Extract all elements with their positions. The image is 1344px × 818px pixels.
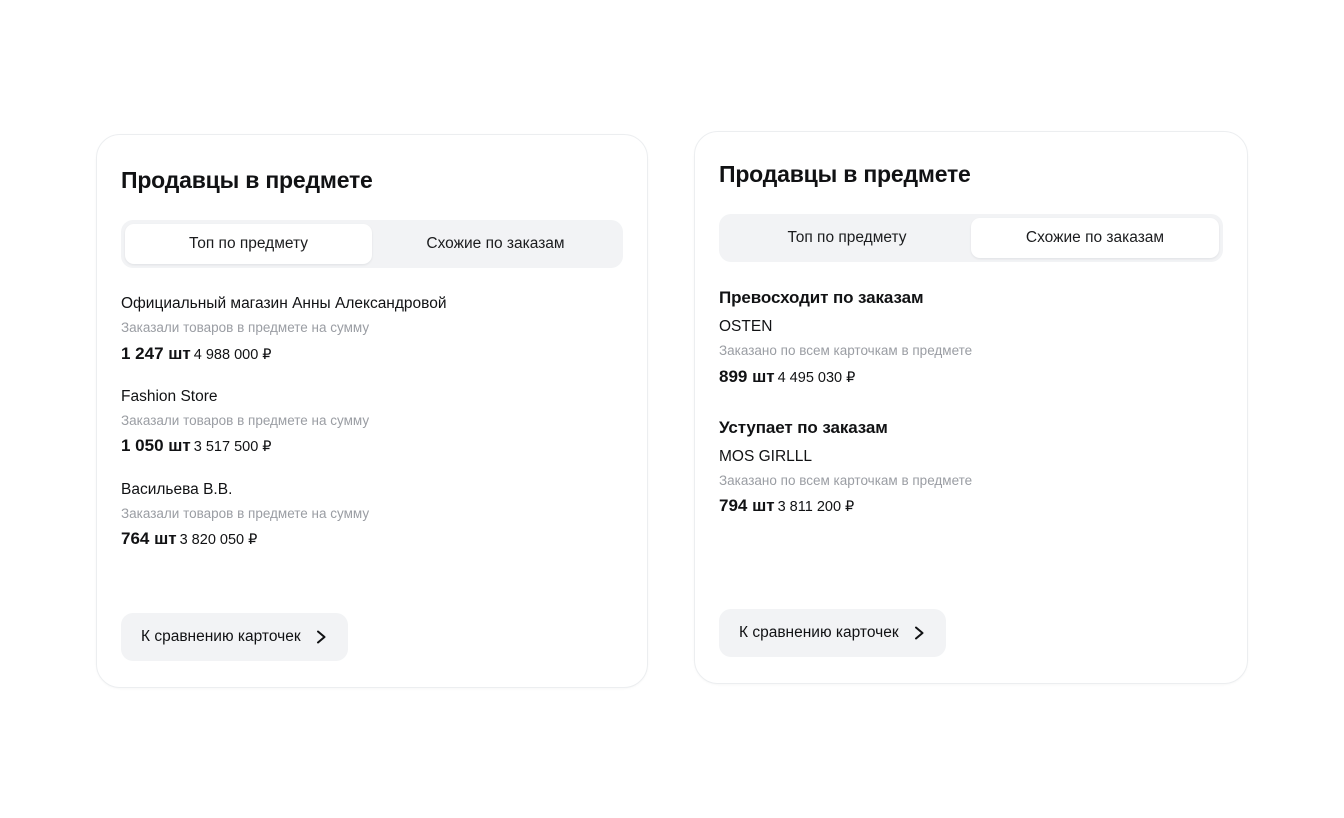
compare-cards-button[interactable] [121, 613, 348, 661]
seller-name: Fashion Store [121, 387, 218, 405]
seller-name: Официальный магазин Анны Александровой [121, 295, 447, 312]
list-item[interactable] [121, 387, 623, 458]
seller-sum: 3 517 500 ₽ [193, 439, 272, 456]
seller-metrics [121, 528, 623, 550]
tabs-top [121, 220, 623, 268]
compare-cards-button[interactable] [719, 609, 946, 657]
seller-name: OSTEN [719, 318, 773, 335]
sellers-card-similar [694, 131, 1248, 684]
page-title: Продавцы в предмете [719, 161, 971, 187]
seller-quantity: 794 шт [719, 496, 775, 516]
seller-sum: 4 988 000 ₽ [193, 346, 272, 363]
page-title: Продавцы в предмете [121, 167, 373, 193]
seller-list [121, 294, 623, 550]
tab-top-by-subject[interactable]: Топ по предмету [125, 224, 372, 264]
compare-cards-label: К сравнению карточек [141, 628, 301, 645]
chevron-right-icon [913, 625, 926, 641]
group-outperforms [719, 288, 1223, 388]
tab-top-by-subject[interactable]: Топ по предмету [787, 229, 907, 246]
seller-quantity: 899 шт [719, 366, 775, 386]
tab-similar-by-orders[interactable]: Схожие по заказам [971, 218, 1219, 258]
tabs-similar [719, 214, 1223, 262]
seller-metrics [121, 343, 623, 365]
seller-sum: 4 495 030 ₽ [777, 369, 856, 386]
group-title: Уступает по заказам [719, 417, 888, 437]
seller-caption: Заказано по всем карточкам в предмете [719, 472, 973, 488]
group-title: Превосходит по заказам [719, 288, 924, 307]
seller-metrics [719, 495, 1223, 517]
list-item[interactable] [121, 480, 623, 551]
seller-caption: Заказали товаров в предмете на сумму [121, 320, 370, 336]
group-underperforms [719, 418, 1223, 518]
seller-sum: 3 820 050 ₽ [179, 532, 258, 549]
seller-metrics [121, 435, 623, 457]
seller-quantity: 1 050 шт [121, 436, 191, 456]
seller-quantity: 1 247 шт [121, 343, 191, 363]
list-item[interactable] [121, 294, 623, 365]
list-item[interactable] [719, 447, 1223, 518]
list-item[interactable] [719, 317, 1223, 388]
seller-caption: Заказали товаров в предмете на сумму [121, 505, 370, 521]
seller-name: MOS GIRLLL [719, 447, 813, 465]
chevron-right-icon [315, 629, 328, 645]
compare-cards-label: К сравнению карточек [739, 624, 899, 641]
seller-caption: Заказали товаров в предмете на сумму [121, 412, 370, 428]
seller-name: Васильева В.В. [121, 480, 233, 498]
sellers-card-top [96, 134, 648, 688]
seller-quantity: 764 шт [121, 529, 177, 549]
seller-caption: Заказано по всем карточкам в предмете [719, 343, 973, 359]
seller-metrics [719, 366, 1223, 388]
tab-similar-by-orders[interactable]: Схожие по заказам [426, 235, 565, 252]
seller-sum: 3 811 200 ₽ [777, 499, 855, 516]
